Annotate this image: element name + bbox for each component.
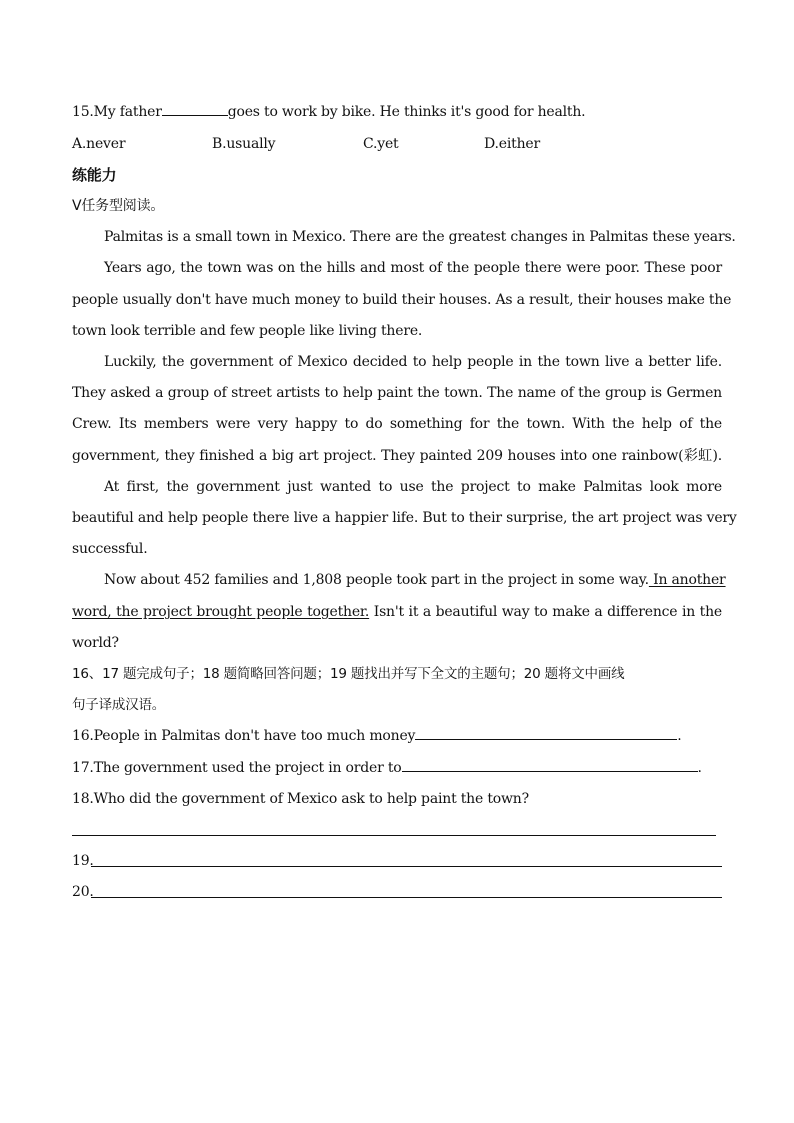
question-16 (72, 726, 722, 746)
underlined-sentence-part2: word, the project brought people together. (72, 604, 370, 620)
passage-p5-line1-text: Now about 452 families and 1,808 people took part in the project in some way. (104, 572, 649, 588)
question-17-period: . (697, 760, 702, 776)
passage-p4-line2: beautiful and help people there live a happier life. But to their surprise, the art project was very (72, 510, 737, 526)
passage-p1: Palmitas is a small town in Mexico. There are the greatest changes in Palmitas these years. (104, 229, 736, 245)
passage-p4-line1: At first, the government just wanted to use the project to make Palmitas look more (104, 479, 722, 495)
answer-line-20[interactable] (91, 897, 722, 898)
question-15-options (72, 134, 722, 154)
question-17-text: 17.The government used the project in order to (72, 760, 402, 776)
question-20-number: 20. (72, 884, 94, 900)
question-16-period: . (677, 728, 682, 744)
answer-line-19[interactable] (91, 866, 722, 867)
question-19 (72, 851, 722, 871)
question-15-suffix: goes to work by bike. He thinks it's good for health. (227, 104, 586, 120)
question-20 (72, 882, 722, 902)
answer-blank-15[interactable] (162, 102, 228, 116)
underlined-sentence-part1: In another (648, 572, 726, 588)
passage-p4-line3: successful. (72, 541, 148, 557)
passage-p5-line2 (72, 602, 722, 622)
passage-p2-line1: Years ago, the town was on the hills and most of the people there were poor. These poor (104, 260, 722, 276)
question-17 (72, 758, 722, 778)
passage-p5-line2-text: Isn't it a beautiful way to make a difference in the (369, 604, 722, 620)
question-16-text: 16.People in Palmitas don't have too much money (72, 728, 416, 744)
question-18: 18.Who did the government of Mexico ask to help paint the town? (72, 791, 529, 807)
option-b[interactable]: B.usually (212, 136, 276, 152)
section-title: 练能力 (72, 166, 117, 184)
passage-p5-line3: world? (72, 635, 119, 651)
answer-line-18[interactable] (72, 835, 716, 836)
question-19-number: 19. (72, 853, 94, 869)
answer-blank-16[interactable] (415, 726, 677, 740)
option-c[interactable]: C.yet (363, 136, 399, 152)
instructions-line1: 16、17 题完成句子；18 题简略回答问题；19 题找出并写下全文的主题句；20 题将文中画线 (72, 666, 625, 682)
answer-blank-17[interactable] (402, 758, 698, 772)
passage-p3-line4: government, they finished a big art project. They painted 209 houses into one rainbow(彩虹). (72, 448, 722, 464)
option-a[interactable]: A.never (72, 136, 126, 152)
passage-p2-line2: people usually don't have much money to build their houses. As a result, their houses make the (72, 292, 732, 308)
passage-p3-line2: They asked a group of street artists to help paint the town. The name of the group is Germen (72, 385, 722, 401)
instructions-line2: 句子译成汉语。 (72, 697, 166, 713)
passage-p2-line3: town look terrible and few people like living there. (72, 323, 423, 339)
passage-p5-line1 (72, 570, 726, 590)
question-15-prefix: 15.My father (72, 104, 162, 120)
passage-p3-line3: Crew. Its members were very happy to do something for the town. With the help of the (72, 416, 722, 432)
question-15 (72, 102, 722, 122)
option-d[interactable]: D.either (484, 136, 540, 152)
task-title: Ⅴ任务型阅读。 (72, 198, 165, 214)
passage-p3-line1: Luckily, the government of Mexico decided to help people in the town live a better life. (104, 354, 722, 370)
